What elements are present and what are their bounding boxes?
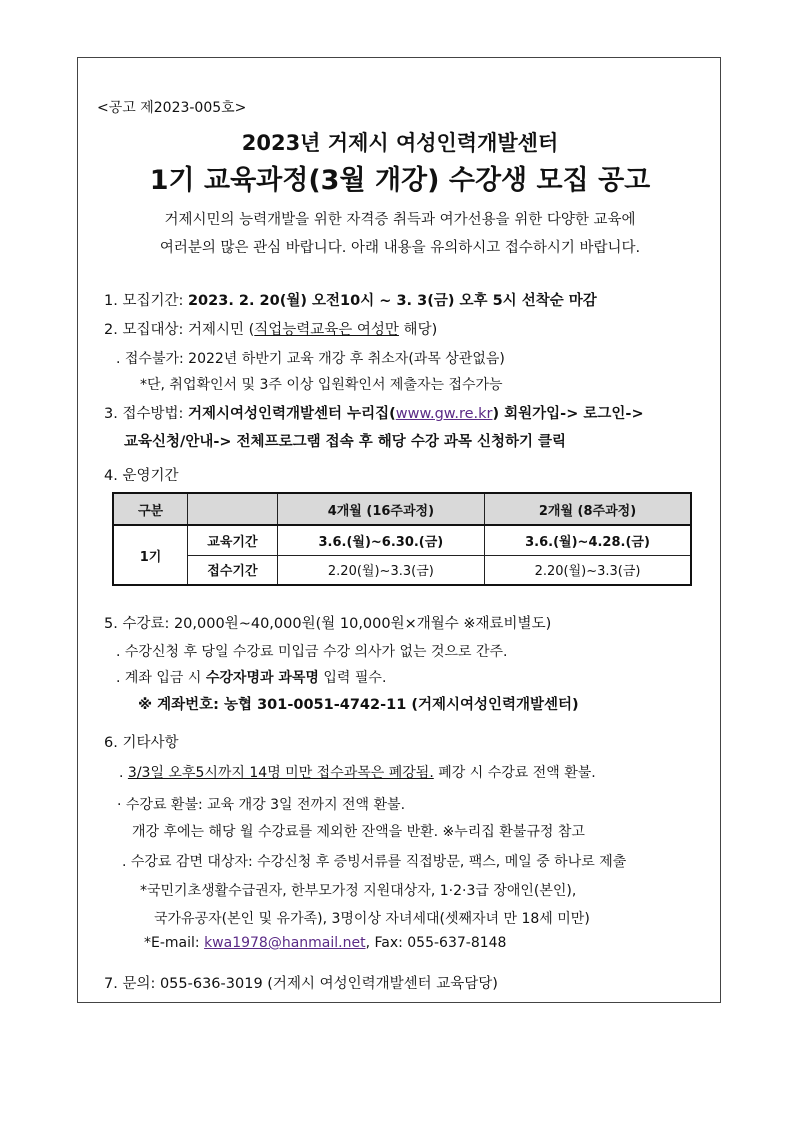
section-6-line2: · 수강료 환불: 교육 개강 3일 전까지 전액 환불.	[117, 797, 406, 813]
section-2-note2: *단, 취업확인서 및 3주 이상 입원확인서 제출자는 접수가능	[140, 377, 503, 393]
section-3-bold2: ) 회원가입-> 로그인->	[492, 406, 644, 422]
table-row	[113, 555, 691, 585]
table-cell: 2.20(월)~3.3(금)	[277, 555, 484, 585]
table-header-cell: 구분	[113, 493, 188, 525]
title-line1: 2023년 거제시 여성인력개발센터	[241, 131, 559, 155]
section-6-line3: 개강 후에는 해당 월 수강료를 제외한 잔액을 반환. ※누리집 환불규정 참고	[132, 824, 585, 840]
section-6-label: 6. 기타사항	[104, 735, 179, 751]
section-6-line5: *국민기초생활수급권자, 한부모가정 지원대상자, 1·2·3급 장애인(본인),	[140, 883, 577, 899]
table-cell: 2.20(월)~3.3(금)	[485, 555, 691, 585]
section-5-note2-pre: . 계좌 입금 시	[116, 670, 206, 686]
intro-line1: 거제시민의 능력개발을 위한 자격증 취득과 여가선용을 위한 다양한 교육에	[164, 212, 636, 228]
table-header-cell: 4개월 (16주과정)	[277, 493, 484, 525]
section-4-label: 4. 운영기간	[104, 468, 179, 484]
section-5-note2	[116, 667, 386, 687]
table-header-cell	[188, 493, 278, 525]
section-6-line4: . 수강료 감면 대상자: 수강신청 후 증빙서류를 직접방문, 팩스, 메일 중 하나로 제출	[122, 854, 627, 870]
section-2	[104, 318, 437, 339]
table-row	[113, 525, 691, 555]
table-header-cell: 2개월 (8주과정)	[485, 493, 691, 525]
section-3-bold1: 거제시여성인력개발센터 누리집(	[187, 406, 396, 422]
email-label: *E-mail:	[144, 935, 205, 951]
schedule-table	[112, 492, 692, 586]
fax-text: , Fax: 055-637-8148	[365, 935, 507, 951]
table-row-label: 교육기간	[188, 525, 278, 555]
section-1-value: 2023. 2. 20(월) 오전10시 ~ 3. 3(금) 오후 5시 선착순 마감	[187, 293, 597, 309]
section-3	[104, 402, 644, 423]
section-6-line7	[144, 935, 506, 951]
notice-number: <공고 제2023-005호>	[97, 100, 247, 116]
section-6-line6: 국가유공자(본인 및 유가족), 3명이상 자녀세대(셋째자녀 만 18세 미만)	[154, 911, 590, 927]
table-header-row	[113, 493, 691, 525]
section-7-label: 7. 문의: 055-636-3019 (거제시 여성인력개발센터 교육담당)	[104, 976, 498, 992]
nurizip-link[interactable]: www.gw.re.kr	[395, 406, 493, 422]
table-row-label: 접수기간	[188, 555, 278, 585]
intro-line2: 여러분의 많은 관심 바랍니다. 아래 내용을 유의하시고 접수하시기 바랍니다.	[159, 240, 641, 256]
section-6-line1-post: 폐강 시 수강료 전액 환불.	[433, 765, 596, 781]
section-1	[104, 289, 597, 310]
section-3-label: 3. 접수방법:	[104, 406, 188, 422]
section-1-label: 1. 모집기간:	[104, 293, 188, 309]
section-5-note2-post: 입력 필수.	[318, 670, 387, 686]
section-6-line1	[119, 762, 596, 782]
table-group-cell: 1기	[113, 525, 188, 585]
section-5-note1: . 수강신청 후 당일 수강료 미입금 수강 의사가 없는 것으로 간주.	[116, 644, 508, 660]
table-cell: 3.6.(월)~6.30.(금)	[277, 525, 484, 555]
email-link[interactable]: kwa1978@hanmail.net	[204, 935, 366, 951]
section-5-label: 5. 수강료: 20,000원~40,000원(월 10,000원×개월수 ※재료비별도)	[104, 616, 552, 632]
table-cell: 3.6.(월)~4.28.(금)	[485, 525, 691, 555]
section-6-line1-pre: .	[119, 765, 128, 781]
section-2-note1: . 접수불가: 2022년 하반기 교육 개강 후 취소자(과목 상관없음)	[116, 351, 505, 367]
section-3-line2: 교육신청/안내-> 전체프로그램 접속 후 해당 수강 과목 신청하기 클릭	[124, 434, 567, 450]
section-6-line1-underline: 3/3일 오후5시까지 14명 미만 접수과목은 폐강됨.	[127, 765, 434, 781]
section-2-label: 2. 모집대상: 거제시민 (	[104, 322, 255, 338]
section-5-note2-bold: 수강자명과 과목명	[205, 670, 319, 686]
title-line2: 1기 교육과정(3월 개강) 수강생 모집 공고	[149, 165, 651, 196]
section-2-tail: 해당)	[398, 322, 438, 338]
section-2-underline: 직업능력교육은 여성만	[254, 322, 399, 338]
account-number: ※ 계좌번호: 농협 301-0051-4742-11 (거제시여성인력개발센터)	[138, 697, 579, 713]
